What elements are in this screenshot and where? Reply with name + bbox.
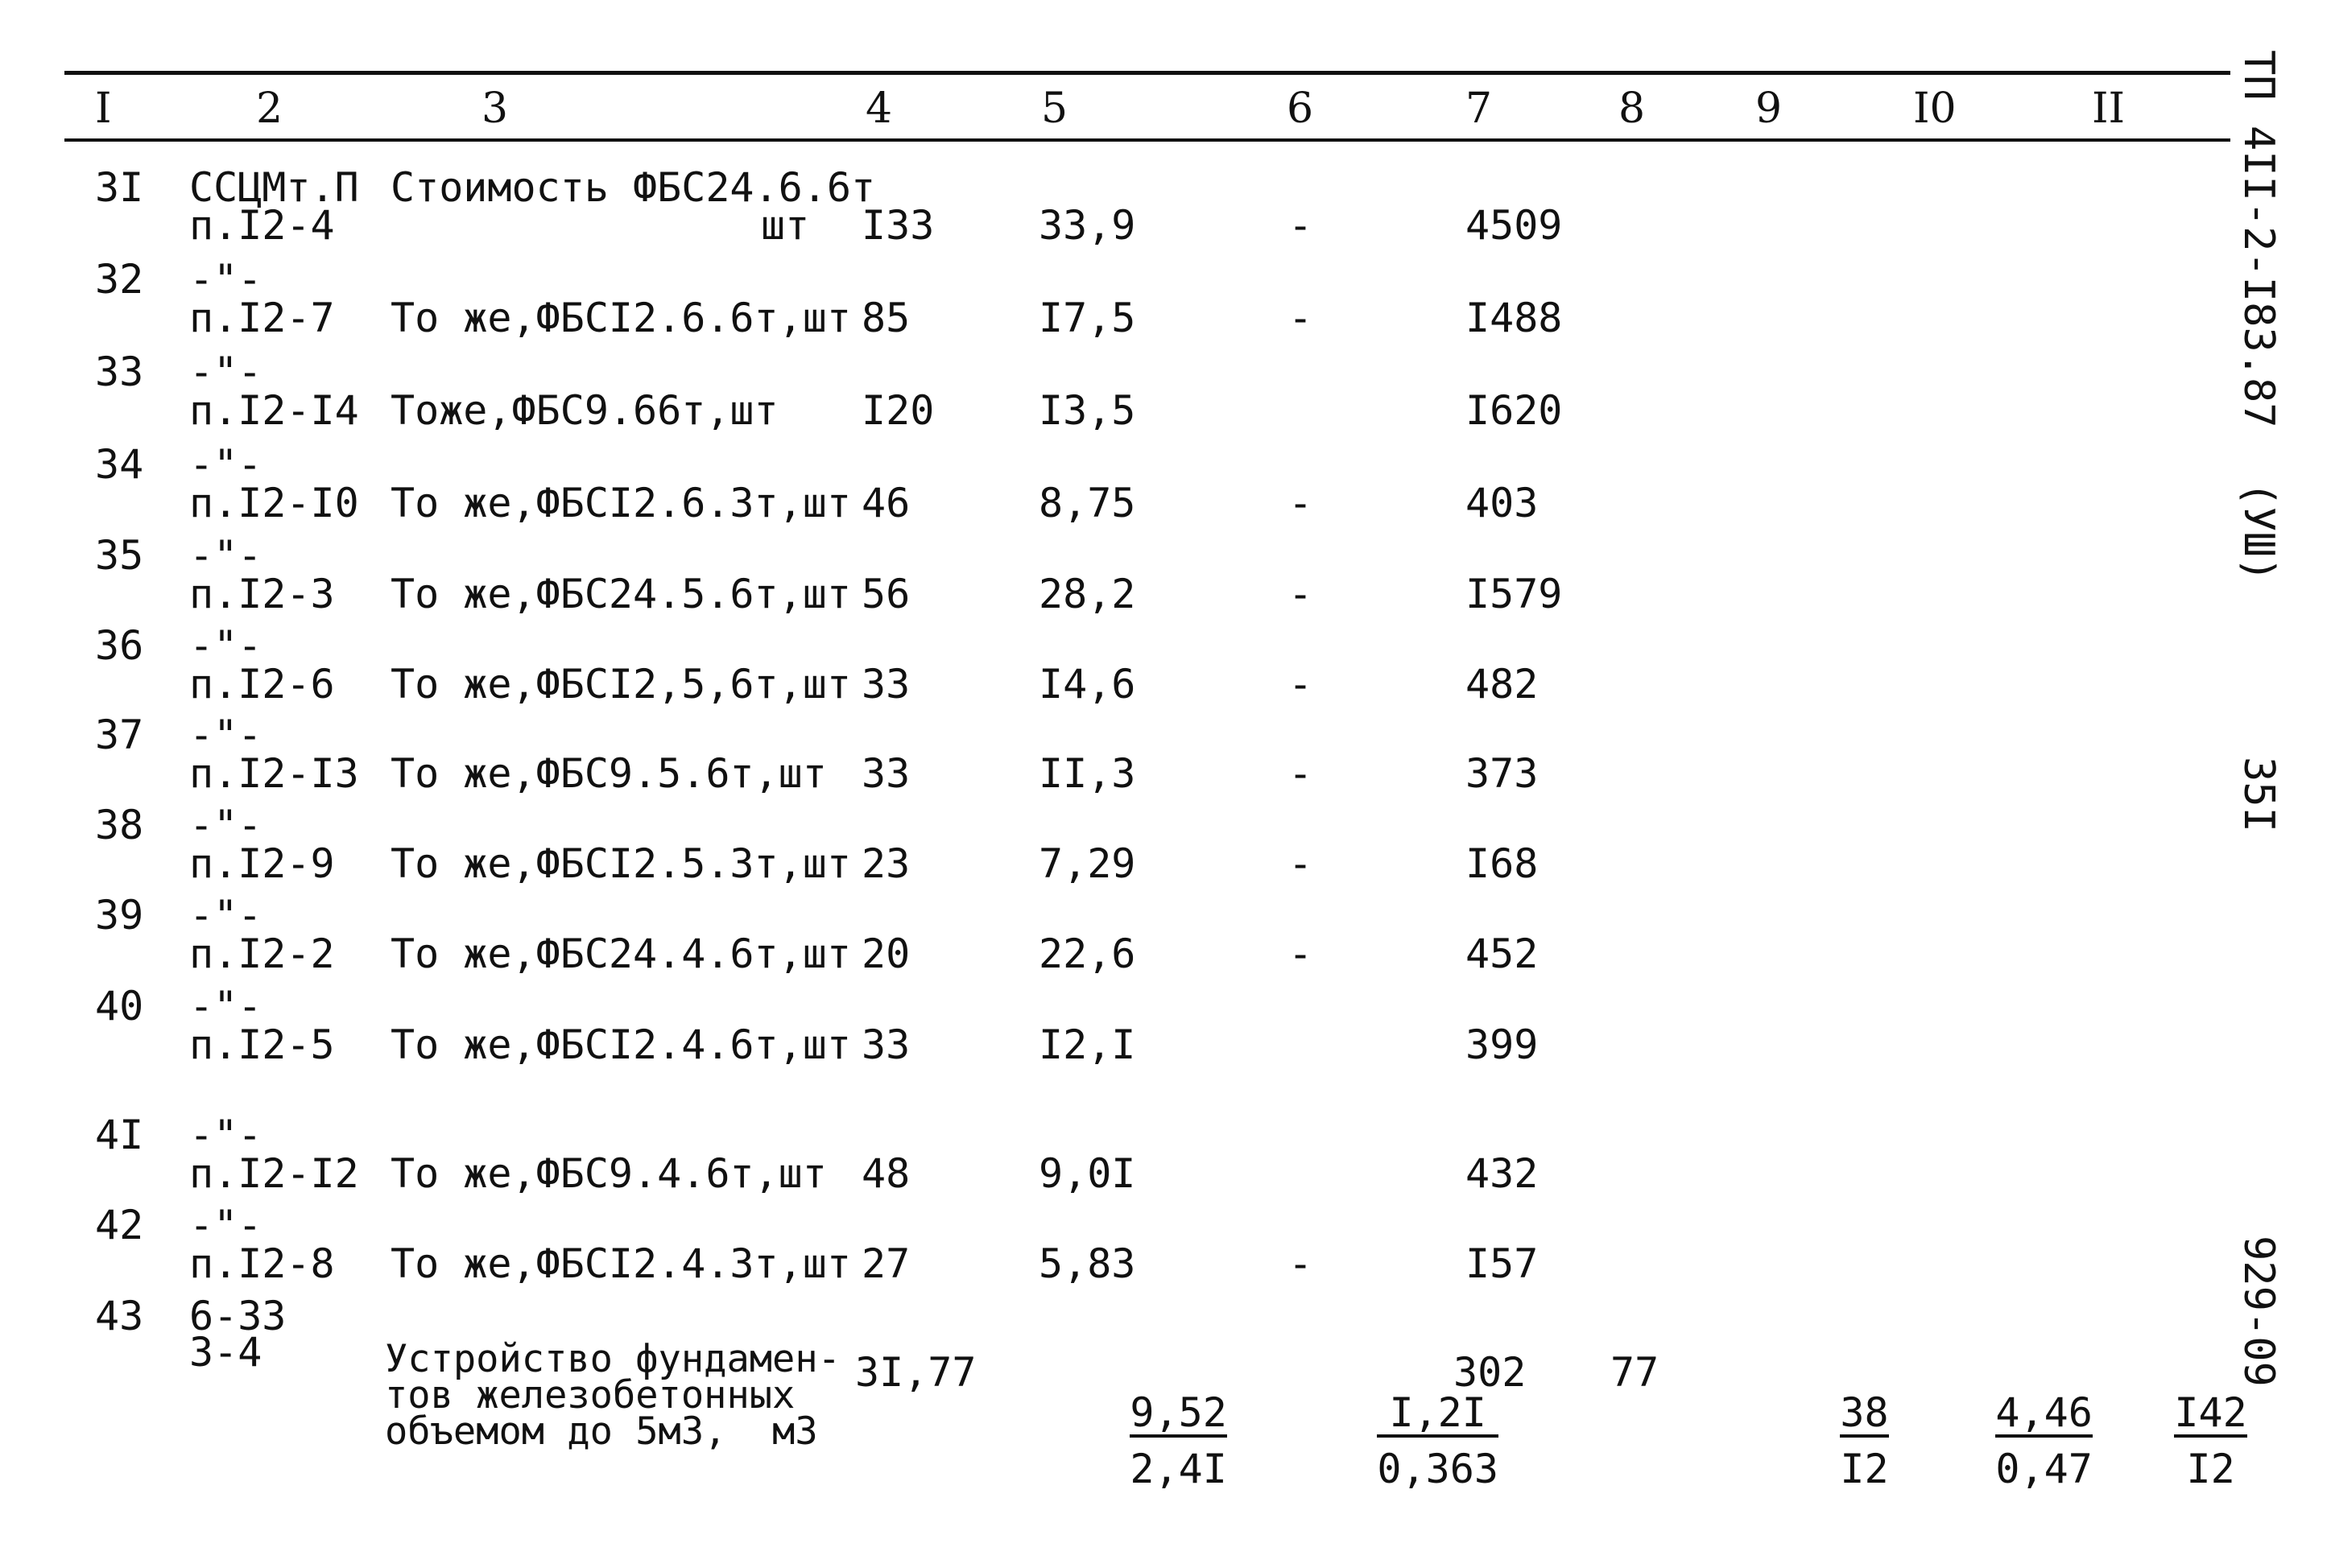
row-quantity: 85 bbox=[862, 295, 911, 341]
row-col11-fraction bbox=[2077, 1352, 2247, 1529]
row-reference-item: п.I2-6 bbox=[189, 661, 335, 708]
row-reference: -"- bbox=[189, 802, 262, 848]
row-description: То же,ФБСI2.6.6т,шт bbox=[391, 295, 851, 341]
row-col10-fraction bbox=[1899, 1352, 2093, 1529]
fraction-numerator: 38 bbox=[1840, 1389, 1889, 1436]
row-number: 37 bbox=[95, 712, 144, 758]
row-total: 403 bbox=[1465, 480, 1539, 526]
fraction-denominator: I2 bbox=[2186, 1446, 2235, 1492]
row-reference-item: п.I2-3 bbox=[189, 571, 335, 617]
row-total: 452 bbox=[1465, 930, 1539, 977]
document-code-label: ТП 4II-2-I83.87 bbox=[2234, 50, 2283, 428]
row-number: 40 bbox=[95, 983, 144, 1030]
page-number: 35I bbox=[2234, 757, 2283, 832]
header-rule bbox=[64, 138, 2230, 142]
fraction-denominator: 0,363 bbox=[1377, 1446, 1498, 1492]
column-header-11: II bbox=[2092, 85, 2126, 133]
row-col6: - bbox=[1288, 202, 1313, 249]
row-total: 432 bbox=[1465, 1150, 1539, 1197]
row-number: 36 bbox=[95, 622, 144, 669]
row-number: 35 bbox=[95, 532, 144, 579]
row-reference: -"- bbox=[189, 441, 262, 488]
row-total: 373 bbox=[1465, 750, 1539, 797]
row-description: То же,ФБСI2.6.3т,шт bbox=[391, 480, 851, 526]
row-description: То же,ФБС9.4.6т,шт bbox=[391, 1150, 827, 1197]
row-col6: - bbox=[1288, 571, 1313, 617]
row-unit-cost: I2,I bbox=[1039, 1021, 1136, 1068]
row-col6: - bbox=[1288, 1240, 1313, 1287]
row-reference-item: п.I2-I3 bbox=[189, 750, 359, 797]
row-reference-item: п.I2-8 bbox=[189, 1240, 335, 1287]
row-number: 42 bbox=[95, 1202, 144, 1248]
row-reference: -"- bbox=[189, 349, 262, 395]
column-header-2: 2 bbox=[256, 85, 283, 133]
column-header-5: 5 bbox=[1041, 85, 1068, 133]
column-header-3: 3 bbox=[481, 85, 509, 133]
row-unit-cost: I3,5 bbox=[1039, 387, 1136, 434]
row-total: 302 bbox=[1453, 1349, 1527, 1396]
column-header-4: 4 bbox=[866, 85, 893, 133]
row-number: 39 bbox=[95, 892, 144, 939]
row-col6: - bbox=[1288, 661, 1313, 708]
fraction-denominator: I2 bbox=[1840, 1446, 1889, 1492]
row-col6: - bbox=[1288, 840, 1313, 887]
row-unit-cost-fraction bbox=[1033, 1352, 1227, 1529]
row-unit-cost: II,3 bbox=[1039, 750, 1136, 797]
row-unit-cost: I7,5 bbox=[1039, 295, 1136, 341]
row-quantity: 48 bbox=[862, 1150, 911, 1197]
row-reference-item: п.I2-9 bbox=[189, 840, 335, 887]
row-quantity: 23 bbox=[862, 840, 911, 887]
sheet-code-label: 929-09 bbox=[2234, 1236, 2283, 1387]
row-col9-fraction bbox=[1743, 1352, 1889, 1529]
row-unit-cost: 7,29 bbox=[1039, 840, 1136, 887]
row-description: То же,ФБСI2,5,6т,шт bbox=[391, 661, 851, 708]
row-description: То же,ФБСI2.5.3т,шт bbox=[391, 840, 851, 887]
row-number: 33 bbox=[95, 349, 144, 395]
row-total: I68 bbox=[1465, 840, 1539, 887]
row-col6: - bbox=[1288, 480, 1313, 526]
column-header-9: 9 bbox=[1755, 85, 1783, 133]
row-description: То же,ФБСI2.4.3т,шт bbox=[391, 1240, 851, 1287]
row-quantity: I20 bbox=[862, 387, 935, 434]
row-reference-item: п.I2-I2 bbox=[189, 1150, 359, 1197]
row-quantity: 3I,77 bbox=[855, 1349, 977, 1396]
fraction-denominator: 2,4I bbox=[1130, 1446, 1227, 1492]
row-description: Стоимость ФБС24.6.6т bbox=[391, 164, 876, 211]
row-unit-cost: 28,2 bbox=[1039, 571, 1136, 617]
fraction-numerator: I42 bbox=[2174, 1389, 2247, 1436]
row-total: 399 bbox=[1465, 1021, 1539, 1068]
row-col6: - bbox=[1288, 750, 1313, 797]
row-description-line-3: объемом до 5м3, м3 bbox=[385, 1409, 818, 1454]
row-unit-cost: 9,0I bbox=[1039, 1150, 1136, 1197]
row-reference-item: п.I2-5 bbox=[189, 1021, 335, 1068]
row-reference: -"- bbox=[189, 532, 262, 579]
column-header-1: I bbox=[95, 85, 112, 133]
row-col8: 77 bbox=[1610, 1349, 1659, 1396]
row-number: 38 bbox=[95, 802, 144, 848]
row-total: 4509 bbox=[1465, 202, 1563, 249]
row-total: I488 bbox=[1465, 295, 1563, 341]
row-reference: -"- bbox=[189, 983, 262, 1030]
row-reference: -"- bbox=[189, 1202, 262, 1248]
row-reference-item: п.I2-4 bbox=[189, 202, 335, 249]
row-quantity: 46 bbox=[862, 480, 911, 526]
row-description: То же,ФБС24.5.6т,шт bbox=[391, 571, 851, 617]
row-quantity: 20 bbox=[862, 930, 911, 977]
row-total: I579 bbox=[1465, 571, 1563, 617]
row-quantity: I33 bbox=[862, 202, 935, 249]
row-description: То же,ФБСI2.4.6т,шт bbox=[391, 1021, 851, 1068]
row-number: 4I bbox=[95, 1112, 144, 1158]
row-total: I620 bbox=[1465, 387, 1563, 434]
row-col6: - bbox=[1288, 295, 1313, 341]
fraction-denominator: 0,47 bbox=[1995, 1446, 2093, 1492]
row-quantity: 56 bbox=[862, 571, 911, 617]
row-number: 43 bbox=[95, 1293, 144, 1339]
row-description-unit: шт bbox=[761, 202, 810, 249]
column-header-8: 8 bbox=[1618, 85, 1646, 133]
row-description: То же,ФБС9.5.6т,шт bbox=[391, 750, 827, 797]
row-quantity: 33 bbox=[862, 1021, 911, 1068]
row-reference: -"- bbox=[189, 1112, 262, 1158]
row-number: 3I bbox=[95, 164, 144, 211]
row-reference: ССЦМт.П bbox=[189, 164, 359, 211]
column-header-10: I0 bbox=[1913, 85, 1957, 133]
row-reference-item: п.I2-I0 bbox=[189, 480, 359, 526]
row-unit-cost: 5,83 bbox=[1039, 1240, 1136, 1287]
row-reference-item: 3-4 bbox=[189, 1329, 262, 1376]
row-number: 34 bbox=[95, 441, 144, 488]
row-unit-cost: I4,6 bbox=[1039, 661, 1136, 708]
row-description-line-1: Устройство фундамен- bbox=[385, 1337, 841, 1381]
row-quantity: 33 bbox=[862, 661, 911, 708]
row-quantity: 27 bbox=[862, 1240, 911, 1287]
row-reference-item: п.I2-2 bbox=[189, 930, 335, 977]
row-unit-cost: 8,75 bbox=[1039, 480, 1136, 526]
row-quantity: 33 bbox=[862, 750, 911, 797]
row-col6: - bbox=[1288, 930, 1313, 977]
row-unit-cost: 33,9 bbox=[1039, 202, 1136, 249]
row-reference: -"- bbox=[189, 622, 262, 669]
column-header-6: 6 bbox=[1287, 85, 1314, 133]
row-reference: 6-33 bbox=[189, 1293, 287, 1339]
fraction-numerator: I,2I bbox=[1377, 1393, 1498, 1438]
fraction-numerator: 4,46 bbox=[1995, 1389, 2093, 1436]
row-number: 32 bbox=[95, 256, 144, 303]
row-reference-item: п.I2-I4 bbox=[189, 387, 359, 434]
column-header-7: 7 bbox=[1465, 85, 1493, 133]
row-description: То же,ФБС24.4.6т,шт bbox=[391, 930, 851, 977]
row-total: I57 bbox=[1465, 1240, 1539, 1287]
row-reference-item: п.I2-7 bbox=[189, 295, 335, 341]
row-description: Тоже,ФБС9.66т,шт bbox=[391, 387, 779, 434]
row-description-line-2: тов железобетонных bbox=[385, 1373, 796, 1417]
row-reference: -"- bbox=[189, 712, 262, 758]
top-rule bbox=[64, 71, 2230, 75]
row-unit-cost: 22,6 bbox=[1039, 930, 1136, 977]
row-reference: -"- bbox=[189, 892, 262, 939]
fraction-numerator: 9,52 bbox=[1130, 1389, 1227, 1436]
row-reference: -"- bbox=[189, 256, 262, 303]
section-label: (УШ) bbox=[2234, 481, 2283, 583]
row-total: 482 bbox=[1465, 661, 1539, 708]
